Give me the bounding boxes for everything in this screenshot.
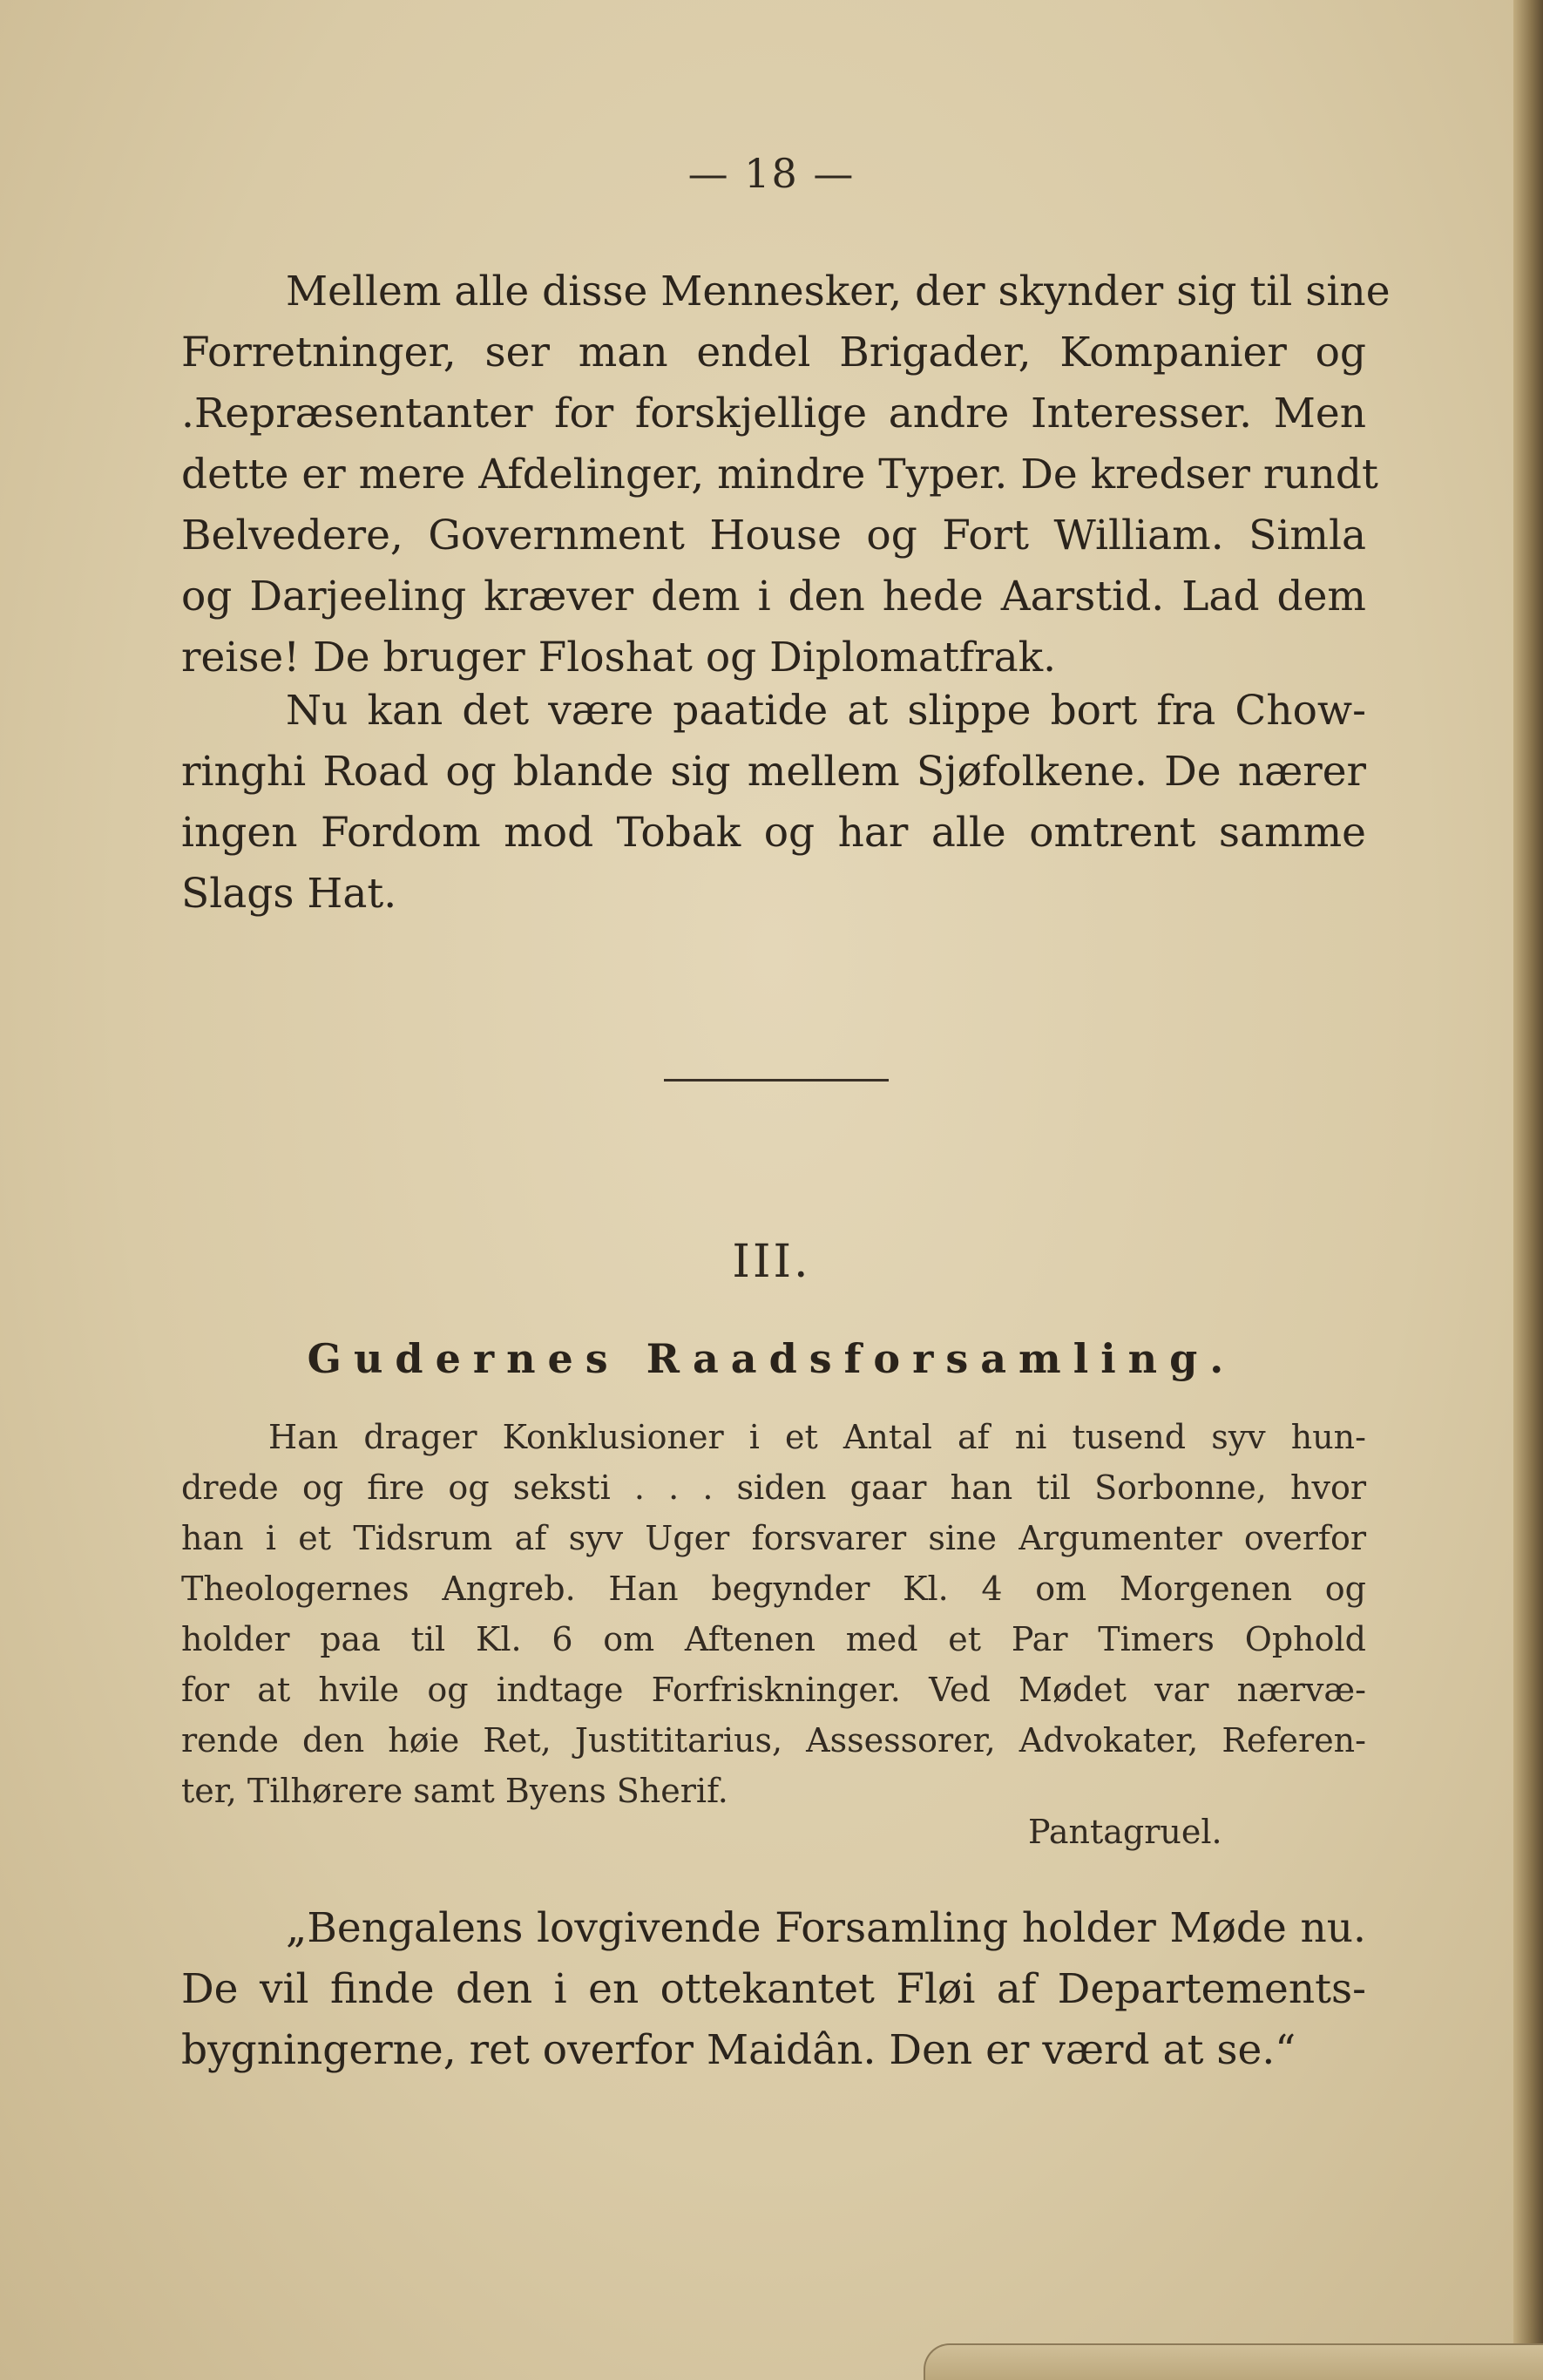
chapter-title: Gudernes Raadsforsamling.: [307, 1335, 1236, 1382]
text-line: bygningerne, ret overfor Maidân. Den er værd at se.“: [181, 2026, 1296, 2074]
text-line: Belvedere, Government House og Fort William. Simla: [181, 512, 1366, 559]
chapter-number: III.: [732, 1236, 811, 1288]
epigraph-line: rende den høie Ret, Justititarius, Assessorer, Advokater, Referen-: [181, 1721, 1366, 1760]
text-line: reise! De bruger Floshat og Diplomatfrak.: [181, 634, 1057, 681]
epigraph-line: ter, Tilhørere samt Byens Sherif.: [181, 1772, 728, 1810]
page-spine-edge: [1513, 0, 1543, 2380]
epigraph: [181, 1412, 1366, 1816]
paragraph-2: [181, 681, 1366, 925]
text-line: „Bengalens lovgivende Forsamling holder Møde nu.: [286, 1904, 1366, 1952]
page-bottom-edge: [924, 2343, 1543, 2380]
epigraph-line: holder paa til Kl. 6 om Aftenen med et Par Timers Ophold: [181, 1620, 1366, 1658]
epigraph-line: Han drager Konklusioner i et Antal af ni tusend syv hun-: [268, 1418, 1366, 1456]
section-divider: [664, 1079, 889, 1082]
paragraph-3: [181, 1898, 1366, 2081]
epigraph-attribution: Pantagruel.: [1028, 1813, 1222, 1851]
epigraph-line: Theologernes Angreb. Han begynder Kl. 4 om Morgenen og: [181, 1570, 1366, 1608]
epigraph-line: for at hvile og indtage Forfriskninger. Ved Mødet var nærvæ-: [181, 1671, 1366, 1709]
paragraph-1: [181, 261, 1391, 688]
text-line: dette er mere Afdelinger, mindre Typer. De kredser rundt: [181, 451, 1378, 498]
page-number: — 18 —: [687, 150, 856, 197]
text-line: De vil finde den i en ottekantet Fløi af Departements-: [181, 1965, 1366, 2013]
text-line: ingen Fordom mod Tobak og har alle omtrent samme: [181, 809, 1366, 857]
text-line: .Repræsentanter for forskjellige andre Interesser. Men: [181, 390, 1366, 437]
text-line: Mellem alle disse Mennesker, der skynder sig til sine: [286, 268, 1391, 315]
text-line: ringhi Road og blande sig mellem Sjøfolkene. De nærer: [181, 748, 1366, 796]
text-line: Slags Hat.: [181, 870, 397, 918]
text-line: Nu kan det være paatide at slippe bort fra Chow-: [286, 687, 1366, 735]
epigraph-line: drede og fire og sekstі . . . siden gaar han til Sorbonne, hvor: [181, 1468, 1366, 1507]
epigraph-line: han i et Tidsrum af syv Uger forsvarer sine Argumenter overfor: [181, 1519, 1366, 1557]
text-line: og Darjeeling kræver dem i den hede Aarstid. Lad dem: [181, 573, 1366, 620]
text-line: Forretninger, ser man endel Brigader, Kompanier og: [181, 329, 1366, 376]
